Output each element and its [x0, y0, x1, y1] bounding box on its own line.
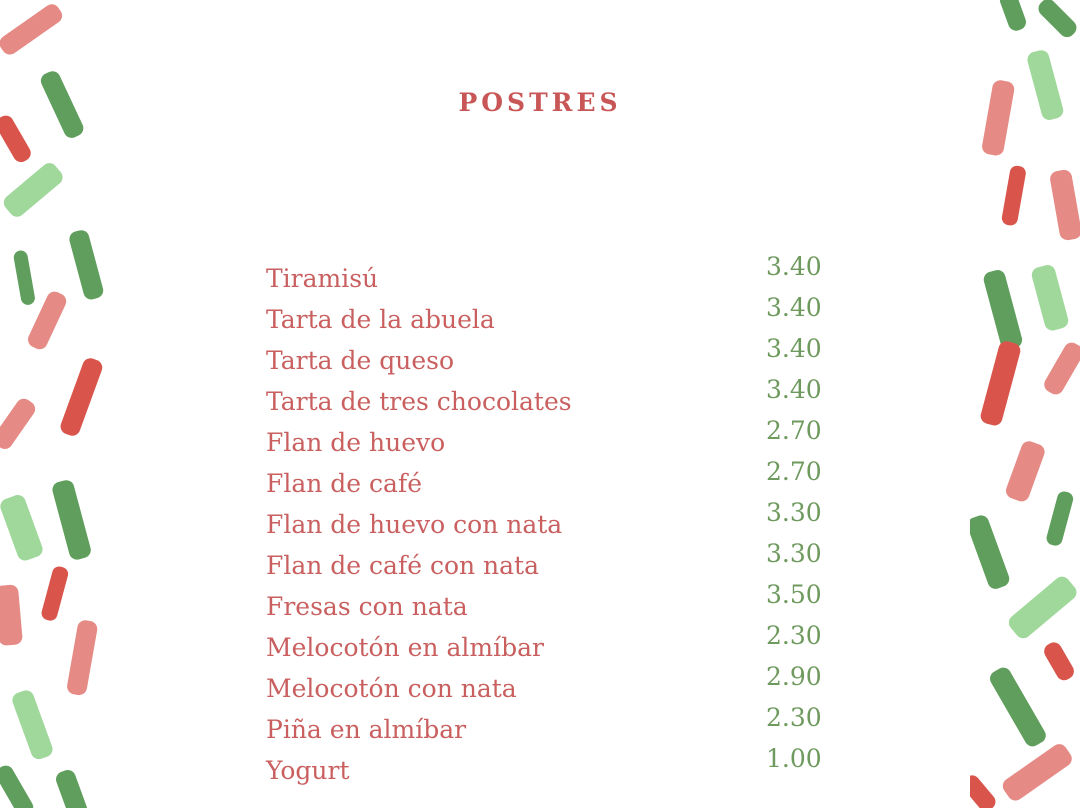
dessert-price: 2.90 [766, 662, 822, 691]
brush-stroke [998, 0, 1029, 33]
dessert-price: 3.50 [766, 580, 822, 609]
brush-stroke [0, 493, 45, 563]
dessert-price: 2.30 [766, 621, 822, 650]
dessert-price: 3.40 [766, 293, 822, 322]
left-brush-border [0, 0, 110, 808]
brush-stroke [1006, 573, 1080, 641]
dessert-price: 2.30 [766, 703, 822, 732]
brush-stroke [1041, 340, 1080, 398]
brush-stroke [1035, 0, 1080, 40]
dessert-price: 2.70 [766, 457, 822, 486]
dessert-name: Tarta de queso [266, 346, 455, 375]
dessert-price: 3.30 [766, 498, 822, 527]
dessert-price: 3.40 [766, 375, 822, 404]
brush-stroke [1001, 165, 1027, 227]
brush-stroke [1049, 169, 1080, 242]
brush-stroke [68, 228, 105, 301]
brush-stroke [970, 513, 1011, 591]
dessert-price: 3.30 [766, 539, 822, 568]
brush-stroke [0, 113, 34, 165]
dessert-name-list [266, 265, 596, 798]
brush-stroke [54, 768, 90, 808]
brush-stroke [982, 268, 1024, 351]
dessert-price-list [766, 251, 836, 784]
right-brush-border [970, 0, 1080, 808]
brush-stroke [58, 356, 104, 438]
brush-stroke [51, 478, 93, 561]
brush-stroke [13, 249, 36, 306]
dessert-name: Flan de huevo [266, 428, 446, 457]
dessert-price: 2.70 [766, 416, 822, 445]
brush-stroke [1000, 741, 1075, 804]
brush-stroke [1004, 439, 1047, 504]
dessert-name: Yogurt [266, 756, 350, 785]
dessert-name: Tarta de tres chocolates [266, 387, 572, 416]
dessert-name: Flan de huevo con nata [266, 510, 563, 539]
dessert-name: Tarta de la abuela [266, 305, 495, 334]
dessert-name: Tiramisú [266, 264, 379, 293]
dessert-name: Piña en almíbar [266, 715, 467, 744]
brush-stroke [970, 772, 999, 808]
menu-title: POSTRES [458, 88, 622, 117]
brush-stroke [1041, 640, 1077, 684]
brush-stroke [66, 619, 99, 696]
brush-stroke [0, 396, 38, 453]
dessert-price: 3.40 [766, 252, 822, 281]
brush-stroke [1045, 490, 1075, 547]
brush-stroke [40, 565, 70, 622]
brush-stroke [10, 688, 55, 761]
dessert-name: Flan de café [266, 469, 422, 498]
dessert-price: 3.40 [766, 334, 822, 363]
brush-stroke [979, 339, 1022, 427]
brush-stroke [1030, 263, 1070, 332]
dessert-name: Melocotón con nata [266, 674, 517, 703]
brush-stroke [987, 665, 1049, 750]
brush-stroke [0, 763, 36, 808]
brush-stroke [0, 584, 23, 646]
dessert-name: Flan de café con nata [266, 551, 539, 580]
brush-stroke [0, 1, 65, 58]
dessert-name: Fresas con nata [266, 592, 468, 621]
dessert-name: Melocotón en almíbar [266, 633, 544, 662]
brush-stroke [1, 160, 66, 220]
dessert-price: 1.00 [766, 744, 822, 773]
